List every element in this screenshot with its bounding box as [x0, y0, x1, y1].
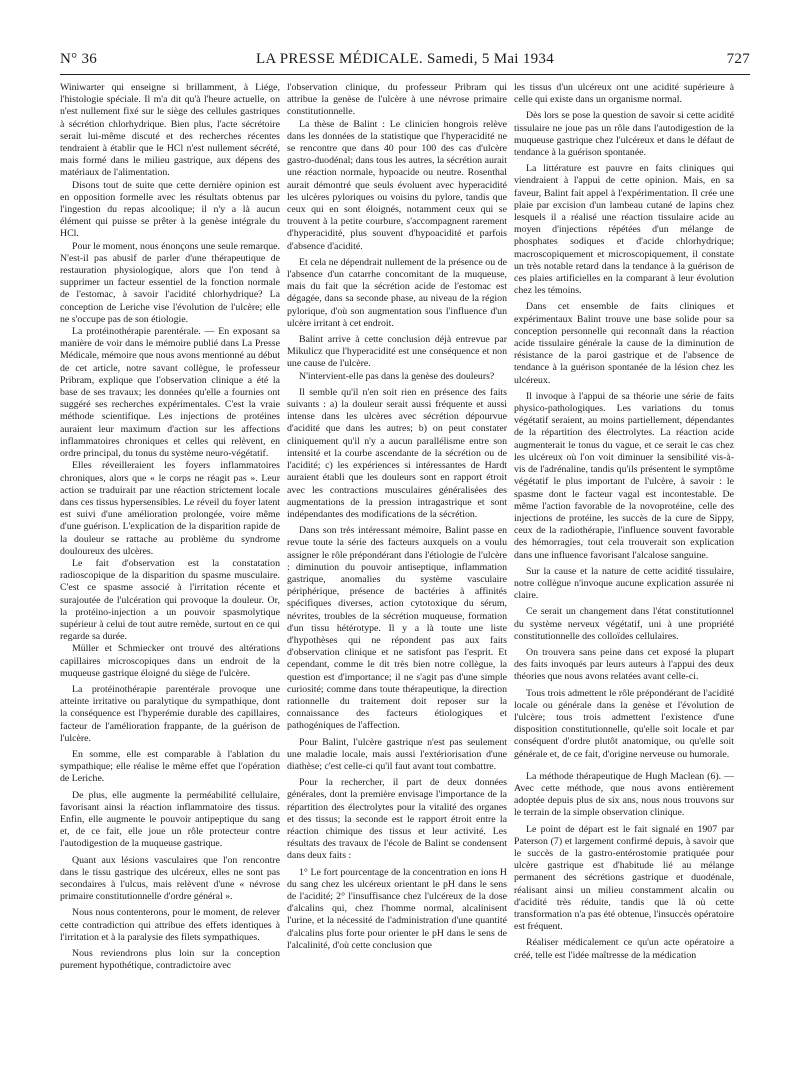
- paragraph: Réaliser médicalement ce qu'un acte opératoire a créé, telle est l'idée maîtresse de la médication: [514, 937, 734, 961]
- paragraph: Nous nous contenterons, pour le moment, de relever cette contradiction qui attribue des effets identiques à l'irritation et à la paralysie des filets sympathiques.: [60, 907, 280, 943]
- paragraph: Müller et Schmiecker ont trouvé des altérations capillaires microscopiques dans un endroit de la muqueuse gastrique éloigné du siège de l'ulcère.: [60, 643, 280, 679]
- column-2: [287, 82, 507, 1072]
- paragraph: Dans cet ensemble de faits cliniques et expérimentaux Balint trouve une base solide pour sa conception personnelle qui reconnaît dans la réaction acide tissulaire générale la cause de la diminution de résistance de la paroi gastrique et de l'absence de tendance à la guérison spontanée de la lésion chez les ulcéreux.: [514, 301, 734, 386]
- paragraph: les tissus d'un ulcéreux ont une acidité supérieure à celle qui existe dans un organisme normal.: [514, 82, 734, 106]
- paragraph: Pour le moment, nous énonçons une seule remarque. N'est-il pas abusif de parler d'une thérapeutique de restauration physiologique, alors que l'on tend à supprimer un facteur essentiel de la fonction normale de l'estomac, à savoir l'acidité chlorhydrique? La conception de Leriche vise l'évolution de l'ulcère; elle ne s'occupe pas de son étiologie.: [60, 240, 280, 325]
- paragraph: Tous trois admettent le rôle prépondérant de l'acidité locale ou générale dans la genèse et l'évolution de l'ulcère; tous trois admettent l'existence d'une disposition constitutionnelle, qu'elle soit locale et par conséquent d'ordre plutôt anatomique, ou qu'elle soit générale et, de ce fait, d'origine nerveuse ou humorale.: [514, 687, 734, 760]
- column-3: [514, 82, 734, 1072]
- paragraph: Pour Balint, l'ulcère gastrique n'est pas seulement une maladie locale, mais aussi l'extériorisation d'une diathèse; c'est celle-ci qu'il faut avant tout combattre.: [287, 736, 507, 772]
- column-1: [60, 82, 280, 1072]
- paragraph: Le point de départ est le fait signalé en 1907 par Paterson (7) et largement confirmé depuis, à savoir que le succès de la gastro-entérostomie pratiquée pour ulcère gastrique est d'habitude lié au mélange permanent des sécrétions gastrique et duodénale, réalisant ainsi un milieu constamment alcalin ou d'acidité très réduite, tandis que là où cette transformation n'a pas été obtenue, l'insuccès opératoire est fréquent.: [514, 823, 734, 933]
- paragraph: Et cela ne dépendrait nullement de la présence ou de l'absence d'un catarrhe concomitant de la muqueuse, mais du fait que la sécrétion acide de l'estomac est dégagée, dans sa seconde phase, au niveau de la région pylorique, d'où son augmentation sous l'influence d'un ulcère irritant à cet endroit.: [287, 256, 507, 329]
- paragraph: De plus, elle augmente la perméabilité cellulaire, favorisant ainsi la réaction inflammatoire des tissus. Enfin, elle augmente le pouvoir antipeptique du sang et, de ce fait, elle joue un rôle protecteur contre l'autodigestion de la muqueuse gastrique.: [60, 789, 280, 850]
- page-number: 727: [726, 51, 750, 67]
- paragraph: Disons tout de suite que cette dernière opinion est en opposition formelle avec les résultats obtenus par l'ingestion du repas alcoolique; il n'y a là aucun élément qui puisse se prêter à la genèse intégrale du HCl.: [60, 179, 280, 240]
- paragraph: Le fait d'observation est la constatation radioscopique de la disparition du spasme musculaire. C'est ce spasme associé à l'irritation récente et surajoutée de l'ulcération qui provoque la douleur. Or, la protéino-injection a un pouvoir spasmolytique supérieur à celui de tout autre remède, surtout en ce qui regarde sa durée.: [60, 557, 280, 643]
- paragraph: Il invoque à l'appui de sa théorie une série de faits physico-pathologiques. Les variations du tonus végétatif seraient, au moins partiellement, dépendantes de la répartition des électrolytes. La réaction acide augmenterait le tonus du vague, et ce serait le cas chez les ulcéreux où l'on voit diminuer la sensibilité vis-à-vis de l'adrénaline, tandis qu'ils présentent le symptôme végétatif le plus important de l'ulcère, à savoir : le spasme dont le facteur vagal est incontestable. De même l'action favorable de la novoprotéine, celle des injections de protéine, les succès de la cure de Sippy, ceux de la radiothérapie, l'influence souvent favorable des hémorragies, tout cela trouverait son explication dans une influence favorisant l'alcalose sanguine.: [514, 390, 734, 561]
- paragraph: Ce serait un changement dans l'état constitutionnel du système nerveux végétatif, uni à une propriété constitutionnelle des colloïdes cellulaires.: [514, 606, 734, 642]
- paragraph: On trouvera sans peine dans cet exposé la plupart des faits invoqués par leurs auteurs à l'appui des deux théories que nous avons relatées avant celle-ci.: [514, 646, 734, 683]
- paragraph: Pour la rechercher, il part de deux données générales, dont la première envisage l'importance de la répartition des électrolytes pour la vitalité des organes et des tissus; la seconde est le rapport étroit entre la réaction chimique des tissus et leur activité. Les résultats des travaux de l'école de Balint se condensent dans deux faits :: [287, 777, 507, 862]
- paragraph: 1° Le fort pourcentage de la concentration en ions H du sang chez les ulcéreux orientant le pH dans le sens de l'acidité; 2° l'insuffisance chez l'ulcéreux de la dose d'alcalins qui, chez l'homme normal, alcalinisent l'urine, et la nécessité de l'administration d'une quantité d'alcalins plus forte pour orienter le pH dans le sens de l'alcalinité, d'où cette conclusion que: [287, 866, 507, 951]
- issue-number: N° 36: [60, 51, 98, 67]
- paragraph: La littérature est pauvre en faits cliniques qui viendraient à l'appui de cette opinion. Mais, en sa faveur, Balint fait appel à l'expérimentation. Il crée une plaie par excision d'un lambeau cutané de lapins chez lesquels il a réalisé une réaction tissulaire acide au moyen d'injections répétées d'un mélange de phosphates sodiques et d'acide chlorhydrique; macroscopiquement et microscopiquement, il constate un très notable retard dans la tendance à la guérison de ces plaies artificielles en la comparant à leur évolution chez les témoins.: [514, 163, 734, 297]
- paragraph: Dès lors se pose la question de savoir si cette acidité tissulaire ne joue pas un rôle dans l'autodigestion de la muqueuse gastrique chez l'ulcéreux et dans le défaut de tendance à la guérison spontanée.: [514, 110, 734, 159]
- paragraph: N'intervient-elle pas dans la genèse des douleurs?: [299, 370, 495, 382]
- paragraph: Il semble qu'il n'en soit rien en présence des faits suivants : a) la douleur serait aussi fréquente et aussi intense dans les ulcères avec sécrétion dépourvue d'acidité que dans les autres; b) on peut constater cliniquement qu'il n'y a aucun parallélisme entre son intensité et la courbe ascendante de la sécrétion ou de l'acidité; c) les expériences si intéressantes de Hardt auraient établi que les douleurs sont en rapport étroit avec les contractions musculaires généralisées des augmentations de la pression intragastrique et sont indépendantes des modifications de la sécrétion.: [287, 386, 507, 520]
- paragraph: Nous reviendrons plus loin sur la conception purement hypothétique, contradictoire avec: [60, 948, 280, 972]
- paragraph: Winiwarter qui enseigne si brillamment, à Liége, l'histologie spéciale. Il m'a dit qu'à l'heure actuelle, on n'est nullement fixé sur le siège des cellules gastriques à sécrétion chlorhydrique. Bien plus, l'acte sécrétoire serait lui-même discuté et des recherches récentes tendraient à établir que le HCl n'est nullement sécrété, mais formé dans le milieu gastrique, aux dépens des matériaux de l'alimentation.: [60, 82, 280, 179]
- paragraph: Quant aux lésions vasculaires que l'on rencontre dans le tissu gastrique des ulcéreux, elles ne sont pas secondaires à l'ulcus, mais relèvent d'une « névrose primaire constitutionnelle d'ordre général ».: [60, 854, 280, 903]
- paragraph: l'observation clinique, du professeur Pribram qui attribue la genèse de l'ulcère à une névrose primaire constitutionnelle.: [287, 82, 507, 118]
- paragraph: Dans son très intéressant mémoire, Balint passe en revue toute la série des facteurs auxquels on a voulu assigner le rôle prépondérant dans l'étiologie de l'ulcère : diminution du pouvoir antiseptique, inflammation gastrique, anomalies du système vasculaire périphérique, présence de bactéries à affinités spécifiques diverses, action cytotoxique du sérum, névrites, troubles de la sécrétion muqueuse, formation d'un tissu hétérotype. Il y a là toute une liste d'hypothèses qui ne répondent pas aux faits d'observation clinique et ne satisfont pas l'esprit. Et cependant, comme le dit très bien notre collègue, la question est d'importance; il ne s'agit pas d'une simple curiosité; comme dans toute thérapeutique, la direction rationnelle du traitement doit reposer sur la connaissance des facteurs étiologiques et pathogéniques de l'affection.: [287, 525, 507, 732]
- journal-title: LA PRESSE MÉDICALE. Samedi, 5 Mai 1934: [255, 51, 555, 67]
- paragraph: La protéinothérapie parentérale. — En exposant sa manière de voir dans le mémoire publié dans La Presse Médicale, mémoire que nous avons mentionné au début de cet article, notre savant collègue, le professeur Pribram, explique que l'observation clinique a été la base de ses travaux; les données qu'elle a fournies ont suggéré ses recherches expérimentales. C'est la vraie méthode scientifique. Les injections de protéines auraient leur maximum d'action sur les affections inflammatoires chroniques et celles qui relèvent, en ordre principal, du tonus du système neuro-végétatif.: [60, 326, 280, 460]
- paragraph: Elles réveilleraient les foyers inflammatoires chroniques, alors que « le corps ne réagit pas ». Leur action se traduirait par une réaction strictement locale dans ces tissus hypersensibles. Le réveil du foyer latent est suivi d'une amélioration prolongée, voire même d'une guérison. L'explication de la disparition rapide de la douleur se rattache au problème du syndrome douloureux des ulcères.: [60, 460, 280, 557]
- paragraph: Sur la cause et la nature de cette acidité tissulaire, notre collègue n'invoque aucune explication assurée ni claire.: [514, 565, 734, 602]
- page-header: [60, 48, 750, 75]
- paragraph: La protéinothérapie parentérale provoque une atteinte irritative ou paralytique du sympathique, dont la conséquence est l'hyperémie durable des capillaires, facteur de l'amélioration frappante, de la guérison de l'ulcère.: [60, 683, 280, 744]
- paragraph: La méthode thérapeutique de Hugh Maclean (6). — Avec cette méthode, que nous avons entièrement adoptée depuis plus de six ans, nous nous trouvons sur le terrain de la simple observation clinique.: [514, 770, 734, 819]
- paragraph: La thèse de Balint : Le clinicien hongrois relève dans les données de la statistique que l'hyperacidité ne se rencontre que dans 40 pour 100 des cas d'ulcère gastro-duodénal; dans tous les autres, la sécrétion aurait une réaction normale, hypoacide ou neutre. Rosenthal aurait démontré que seuls évoluent avec hyperacidité les ulcères pyloriques ou voisins du pylore, tandis que ceux qui en sont éloignés, notamment ceux qui se trouvent à la petite courbure, s'accompagnent rarement d'hyperacidité, plus souvent d'hypoacidité et parfois d'absence d'acidité.: [287, 118, 507, 252]
- paragraph: En somme, elle est comparable à l'ablation du sympathique; elle réalise le même effet que l'opération de Leriche.: [60, 748, 280, 785]
- paragraph: Balint arrive à cette conclusion déjà entrevue par Mikulicz que l'hyperacidité est une conséquence et non une cause de l'ulcère.: [287, 334, 507, 370]
